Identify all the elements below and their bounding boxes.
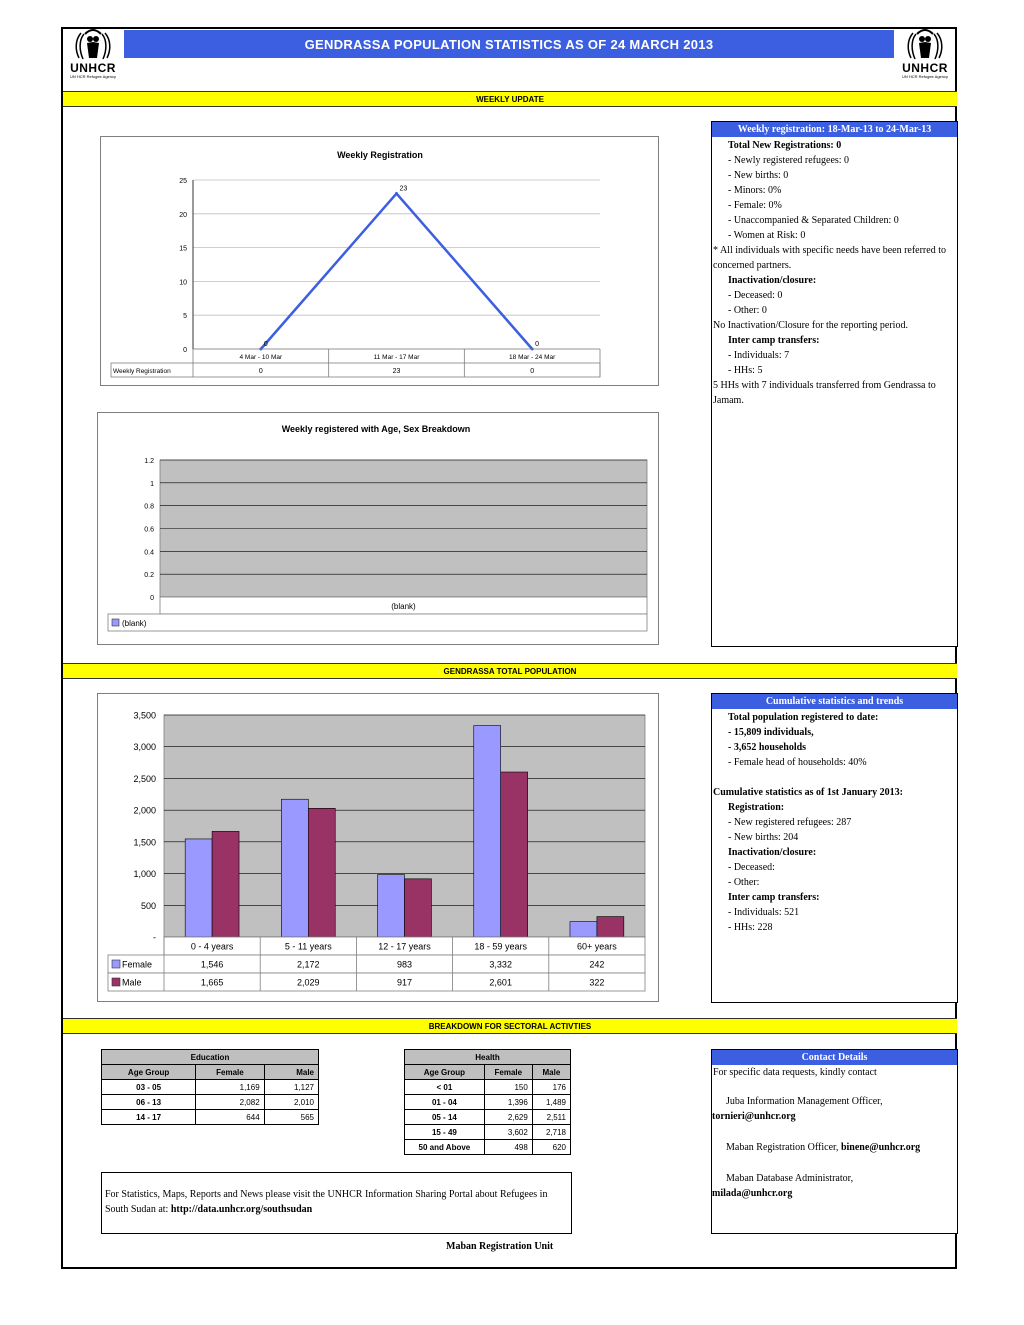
- series-legend-label: Weekly Registration: [113, 368, 171, 375]
- table-value: 0: [258, 368, 263, 375]
- table-cell: 2,082: [196, 1095, 264, 1110]
- info-line: [712, 770, 957, 785]
- y-tick-label: 1,000: [133, 869, 156, 880]
- series-line: [261, 194, 532, 349]
- legend-swatch: [112, 978, 120, 986]
- table-value: 917: [396, 977, 413, 988]
- education-table: [101, 1049, 319, 1125]
- logo-wordmark: UNHCR: [902, 61, 948, 75]
- table-row: [102, 1080, 319, 1095]
- contact-email[interactable]: milada@unhcr.org: [712, 1188, 793, 1199]
- table-cell: 498: [484, 1140, 532, 1155]
- weekly-registration-chart: [101, 137, 658, 385]
- data-table-row: [111, 363, 600, 377]
- info-line: No Inactivation/Closure for the reporting period.: [713, 320, 908, 331]
- info-line: - New registered refugees: 287: [728, 817, 852, 828]
- info-line: Cumulative statistics as of 1st January 2013:: [713, 787, 903, 798]
- x-tick-label: 5 - 11 years: [284, 941, 332, 952]
- info-line: Inter camp transfers:: [728, 335, 820, 346]
- table-row: [102, 1095, 319, 1110]
- y-tick-label: 1,500: [133, 837, 156, 848]
- table-cell: 03 - 05: [102, 1080, 196, 1095]
- legend-label: (blank): [122, 619, 147, 628]
- info-line: Total population registered to date:: [728, 712, 879, 723]
- table-cell: 150: [484, 1080, 532, 1095]
- table-value: 2,172: [297, 959, 320, 970]
- chart-title: Weekly Registration: [337, 150, 423, 160]
- y-tick-label: 0: [150, 595, 154, 602]
- contact-box-header: Contact Details: [712, 1050, 957, 1065]
- table-value: 3,332: [489, 959, 512, 970]
- table-cell: 1,127: [264, 1080, 318, 1095]
- education-caption: Education: [102, 1050, 319, 1065]
- table-cell: 644: [196, 1110, 264, 1125]
- health-caption: Health: [405, 1050, 571, 1065]
- y-tick-label: -: [153, 932, 156, 943]
- info-line: - Newly registered refugees: 0: [728, 155, 850, 166]
- bar-female: [281, 799, 308, 937]
- table-row: [405, 1080, 571, 1095]
- info-line: - HHs: 228: [728, 922, 773, 933]
- table-value: 2,601: [489, 977, 512, 988]
- contact-role: Maban Database Administrator,: [726, 1173, 854, 1184]
- y-tick-label: 15: [179, 245, 187, 253]
- info-line: * All individuals with specific needs have been referred to concerned partners.: [713, 245, 946, 271]
- section-total-population: GENDRASSA TOTAL POPULATION: [63, 663, 957, 679]
- info-line: Total New Registrations: 0: [728, 140, 842, 151]
- column-header: Age Group: [102, 1065, 196, 1080]
- y-tick-label: 3,500: [133, 710, 156, 721]
- column-header: Age Group: [405, 1065, 485, 1080]
- table-value: 1,665: [200, 977, 224, 988]
- table-value: 242: [589, 959, 605, 970]
- y-tick-label: 3,000: [133, 742, 156, 753]
- table-value: 1,546: [200, 959, 224, 970]
- table-value: 2,029: [297, 977, 320, 988]
- data-point: [395, 192, 398, 195]
- info-line: - Unaccompanied & Separated Children: 0: [728, 215, 899, 226]
- total-population-chart: [98, 694, 658, 1001]
- table-cell: 2,010: [264, 1095, 318, 1110]
- legend-row: [108, 614, 647, 631]
- y-tick-label: 0.2: [144, 572, 154, 580]
- info-line: Inactivation/closure:: [728, 847, 817, 858]
- age-sex-breakdown-chart-panel: [97, 412, 659, 645]
- weekly-registration-box: [711, 121, 958, 647]
- table-cell: 2,629: [484, 1110, 532, 1125]
- info-line: - Other:: [728, 877, 760, 888]
- table-cell: 06 - 13: [102, 1095, 196, 1110]
- unhcr-emblem-icon: [73, 28, 113, 62]
- table-row: [405, 1110, 571, 1125]
- bar-male: [308, 808, 335, 937]
- contact-role: Maban Registration Officer,: [726, 1142, 839, 1153]
- table-cell: 05 - 14: [405, 1110, 485, 1125]
- y-tick-label: 10: [179, 279, 187, 287]
- y-tick-label: 500: [140, 900, 156, 911]
- table-value: 983: [396, 959, 413, 970]
- info-line: 5 HHs with 7 individuals transferred from Gendrassa to Jamam.: [713, 380, 936, 406]
- bar-female: [185, 839, 212, 937]
- cumulative-box-header: Cumulative statistics and trends: [712, 694, 957, 709]
- logo-subtitle: UN HCR Refugee Agency: [69, 74, 117, 79]
- table-cell: 50 and Above: [405, 1140, 485, 1155]
- chart-title: Weekly registered with Age, Sex Breakdown: [281, 424, 471, 434]
- info-line: - HHs: 5: [728, 365, 763, 376]
- bar-female: [570, 922, 597, 937]
- column-header: Female: [196, 1065, 264, 1080]
- info-line: - Individuals: 521: [728, 907, 800, 918]
- total-population-chart-panel: [97, 693, 659, 1002]
- info-line: - Female: 0%: [728, 200, 782, 211]
- logo-wordmark: UNHCR: [70, 61, 116, 75]
- info-line: - 3,652 households: [728, 742, 807, 753]
- weekly-box-header: Weekly registration: 18-Mar-13 to 24-Mar-13: [712, 122, 957, 137]
- table-row: [102, 1110, 319, 1125]
- age-sex-breakdown-chart: [98, 413, 658, 644]
- table-row: [405, 1125, 571, 1140]
- table-cell: 1,396: [484, 1095, 532, 1110]
- x-tick-label: (blank): [391, 602, 416, 611]
- section-weekly-update: WEEKLY UPDATE: [63, 91, 957, 107]
- bar-male: [212, 831, 239, 937]
- y-tick-label: 1: [150, 480, 154, 488]
- y-tick-label: 0.6: [144, 526, 154, 534]
- x-tick-label: 60+ years: [577, 941, 617, 952]
- data-table-row: [108, 973, 645, 991]
- table-cell: 01 - 04: [405, 1095, 485, 1110]
- column-header: Male: [532, 1065, 570, 1080]
- legend-swatch: [112, 960, 120, 968]
- health-table: [404, 1049, 571, 1155]
- unhcr-logo-right: [894, 28, 956, 88]
- cumulative-statistics-box: [711, 693, 958, 1003]
- x-tick-label: 18 Mar - 24 Mar: [509, 354, 556, 361]
- data-label: 0: [535, 341, 540, 348]
- table-cell: 2,511: [532, 1110, 570, 1125]
- data-label: 0: [263, 341, 268, 348]
- info-line: Registration:: [728, 802, 785, 813]
- contact-role: Juba Information Management Officer,: [726, 1096, 883, 1107]
- table-value: 23: [392, 368, 401, 375]
- info-line: - Deceased:: [728, 862, 775, 873]
- bar-female: [474, 726, 501, 937]
- section-breakdown: BREAKDOWN FOR SECTORAL ACTIVTIES: [63, 1018, 957, 1034]
- table-cell: 176: [532, 1080, 570, 1095]
- unhcr-logo-left: [62, 28, 124, 88]
- x-tick-label: 12 - 17 years: [378, 941, 431, 952]
- data-label: 23: [399, 185, 408, 193]
- contact-intro: For specific data requests, kindly contact: [713, 1067, 877, 1078]
- y-tick-label: 0.8: [144, 503, 154, 511]
- bar-male: [501, 772, 528, 937]
- table-cell: 1,169: [196, 1080, 264, 1095]
- contact-email[interactable]: binene@unhcr.org: [840, 1142, 921, 1153]
- x-tick-label: 11 Mar - 17 Mar: [373, 354, 420, 361]
- info-line: - Other: 0: [728, 305, 767, 316]
- y-tick-label: 1.2: [144, 458, 154, 465]
- column-header: Male: [264, 1065, 318, 1080]
- legend-label: Female: [122, 959, 153, 970]
- table-cell: 14 - 17: [102, 1110, 196, 1125]
- y-tick-label: 5: [183, 313, 187, 321]
- table-value: 322: [589, 977, 605, 988]
- portal-link[interactable]: http://data.unhcr.org/southsudan: [170, 1204, 313, 1215]
- portal-note: [101, 1172, 572, 1234]
- bar-male: [405, 879, 432, 937]
- info-line: Inter camp transfers:: [728, 892, 820, 903]
- unhcr-emblem-icon: [905, 28, 945, 62]
- info-line: - Minors: 0%: [728, 185, 782, 196]
- data-table-row: [108, 955, 645, 973]
- y-tick-label: 0: [183, 347, 187, 354]
- info-line: - New births: 0: [728, 170, 789, 181]
- legend-swatch: [112, 619, 119, 626]
- table-cell: 15 - 49: [405, 1125, 485, 1140]
- table-cell: 3,602: [484, 1125, 532, 1140]
- table-cell: 565: [264, 1110, 318, 1125]
- weekly-registration-chart-panel: [100, 136, 659, 386]
- column-header: Female: [484, 1065, 532, 1080]
- table-row: [405, 1140, 571, 1155]
- info-line: - Women at Risk: 0: [728, 230, 806, 241]
- page-title: GENDRASSA POPULATION STATISTICS AS OF 24 MARCH 2013: [124, 30, 894, 58]
- y-tick-label: 20: [179, 211, 187, 219]
- bar-female: [378, 875, 405, 937]
- table-cell: 1,489: [532, 1095, 570, 1110]
- info-line: - Deceased: 0: [728, 290, 783, 301]
- info-line: - Female head of households: 40%: [728, 757, 867, 768]
- x-tick-label: 0 - 4 years: [190, 941, 234, 952]
- contact-email[interactable]: tornieri@unhcr.org: [712, 1111, 796, 1122]
- x-tick-label: 4 Mar - 10 Mar: [239, 354, 283, 361]
- table-cell: 620: [532, 1140, 570, 1155]
- y-tick-label: 2,500: [133, 773, 156, 784]
- info-line: - Individuals: 7: [728, 350, 790, 361]
- info-line: - 15,809 individuals,: [728, 727, 814, 738]
- bar-male: [597, 917, 624, 937]
- x-tick-label: 18 - 59 years: [474, 941, 527, 952]
- table-cell: < 01: [405, 1080, 485, 1095]
- legend-label: Male: [122, 977, 142, 988]
- contact-details-box: [711, 1049, 958, 1234]
- table-row: [405, 1095, 571, 1110]
- y-tick-label: 2,000: [133, 805, 156, 816]
- footer-unit: Maban Registration Unit: [446, 1241, 554, 1252]
- table-value: 0: [530, 368, 535, 375]
- portal-note-text: For Statistics, Maps, Reports and News please visit the UNHCR Information Sharing Portal about Refugees in South Sudan at:: [105, 1189, 548, 1215]
- table-cell: 2,718: [532, 1125, 570, 1140]
- y-tick-label: 25: [179, 178, 187, 185]
- logo-subtitle: UN HCR Refugee Agency: [901, 74, 949, 79]
- info-line: - New births: 204: [728, 832, 799, 843]
- y-tick-label: 0.4: [144, 549, 154, 557]
- info-line: Inactivation/closure:: [728, 275, 817, 286]
